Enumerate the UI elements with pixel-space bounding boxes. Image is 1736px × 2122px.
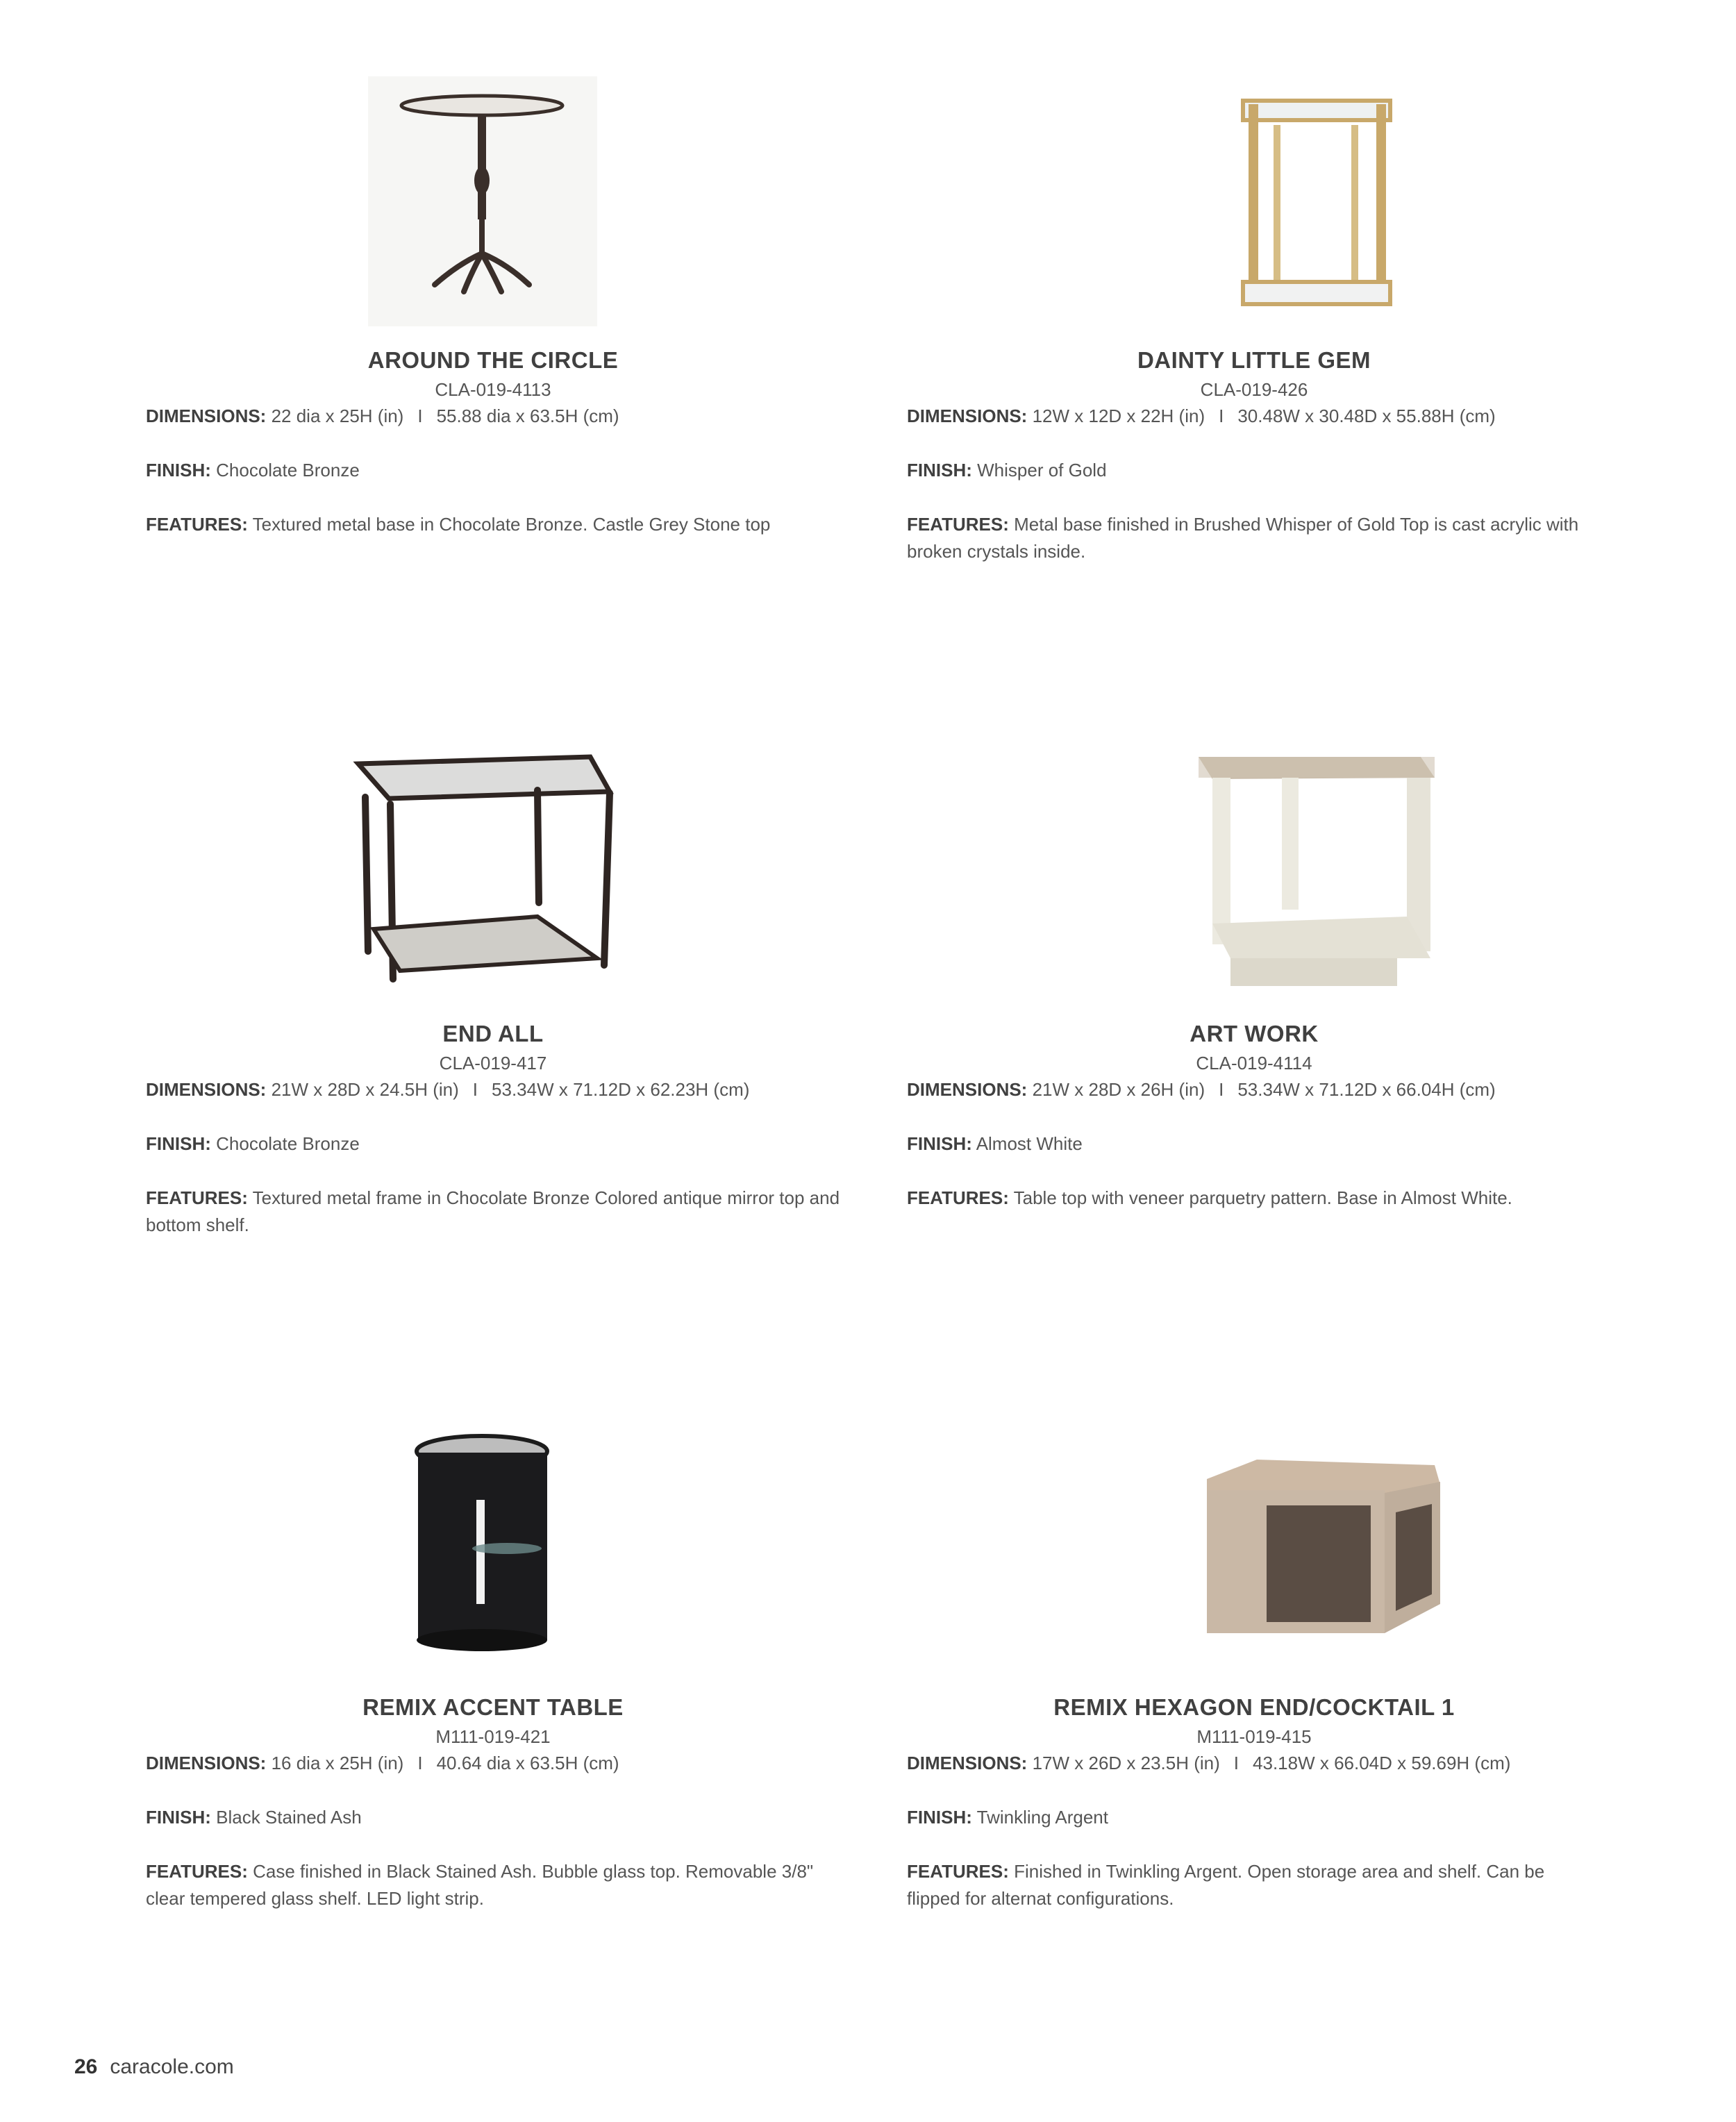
product-card-dainty-little-gem (907, 76, 1601, 653)
dimensions-cm: 55.88 dia x 63.5H (cm) (436, 406, 619, 426)
finish-label: FINISH: (907, 1133, 972, 1154)
dimensions-separator: I (1233, 1753, 1240, 1773)
product-image-dainty-little-gem (990, 76, 1518, 326)
product-card-remix-accent-table (146, 1423, 840, 2000)
dimensions-in: 21W x 28D x 24.5H (in) (271, 1079, 459, 1100)
product-dimensions (907, 1750, 1601, 1777)
features-value: Textured metal frame in Chocolate Bronze Colored antique mirror top and bottom shelf. (146, 1187, 840, 1235)
product-name: REMIX ACCENT TABLE (362, 1694, 624, 1720)
product-card-around-the-circle (146, 76, 840, 653)
product-name: AROUND THE CIRCLE (367, 347, 619, 373)
dimensions-in: 21W x 28D x 26H (in) (1032, 1079, 1205, 1100)
finish-value: Twinkling Argent (976, 1807, 1108, 1828)
product-features (146, 511, 840, 538)
product-image-remix-hexagon (990, 1423, 1518, 1673)
dimensions-label: DIMENSIONS: (146, 1753, 267, 1773)
product-dimensions (146, 1076, 840, 1103)
dimensions-label: DIMENSIONS: (907, 1753, 1028, 1773)
product-finish (146, 1130, 840, 1158)
finish-label: FINISH: (907, 460, 972, 481)
dimensions-cm: 30.48W x 30.48D x 55.88H (cm) (1237, 406, 1496, 426)
finish-value: Whisper of Gold (977, 460, 1107, 481)
product-name: END ALL (442, 1021, 544, 1046)
product-name: DAINTY LITTLE GEM (1137, 347, 1371, 373)
product-image-remix-accent-table (229, 1423, 757, 1673)
product-card-end-all (146, 750, 840, 1326)
product-name: ART WORK (1190, 1021, 1319, 1046)
finish-value: Chocolate Bronze (216, 460, 360, 481)
features-value: Table top with veneer parquetry pattern. Base in Almost White. (1013, 1187, 1512, 1208)
finish-value: Chocolate Bronze (216, 1133, 360, 1154)
finish-label: FINISH: (146, 1807, 211, 1828)
product-card-remix-hexagon (907, 1423, 1601, 2000)
product-finish (146, 457, 840, 484)
dimensions-in: 12W x 12D x 22H (in) (1032, 406, 1205, 426)
dimensions-separator: I (1219, 406, 1224, 426)
product-features (907, 511, 1601, 565)
features-label: FEATURES: (146, 514, 248, 535)
product-finish (146, 1804, 840, 1831)
dimensions-separator: I (417, 406, 423, 426)
finish-value: Almost White (976, 1133, 1083, 1154)
features-value: Textured metal base in Chocolate Bronze. Castle Grey Stone top (252, 514, 771, 535)
product-image-around-the-circle (229, 76, 757, 326)
product-finish (907, 457, 1601, 484)
product-dimensions (907, 403, 1601, 430)
features-value: Finished in Twinkling Argent. Open storage area and shelf. Can be flipped for alternat configurations. (907, 1861, 1545, 1909)
product-sku: M111-019-415 (1196, 1726, 1312, 1747)
dimensions-label: DIMENSIONS: (907, 1079, 1028, 1100)
product-finish (907, 1804, 1601, 1831)
dimensions-label: DIMENSIONS: (907, 406, 1028, 426)
features-label: FEATURES: (907, 1861, 1009, 1882)
product-finish (907, 1130, 1601, 1158)
dimensions-cm: 53.34W x 71.12D x 66.04H (cm) (1237, 1079, 1496, 1100)
features-label: FEATURES: (907, 1187, 1009, 1208)
finish-label: FINISH: (146, 460, 211, 481)
dimensions-cm: 43.18W x 66.04D x 59.69H (cm) (1253, 1753, 1511, 1773)
product-dimensions (146, 403, 840, 430)
dimensions-separator: I (472, 1079, 478, 1100)
finish-label: FINISH: (146, 1133, 211, 1154)
dimensions-in: 17W x 26D x 23.5H (in) (1032, 1753, 1220, 1773)
features-label: FEATURES: (146, 1861, 248, 1882)
product-features (146, 1185, 840, 1239)
dimensions-in: 16 dia x 25H (in) (271, 1753, 404, 1773)
dimensions-separator: I (417, 1753, 423, 1773)
product-image-end-all (229, 750, 757, 1000)
dimensions-label: DIMENSIONS: (146, 1079, 267, 1100)
page-footer (74, 2055, 234, 2079)
page-number: 26 (74, 2055, 98, 2078)
product-dimensions (907, 1076, 1601, 1103)
product-card-art-work (907, 750, 1601, 1326)
dimensions-cm: 40.64 dia x 63.5H (cm) (436, 1753, 619, 1773)
features-label: FEATURES: (907, 514, 1009, 535)
product-name: REMIX HEXAGON END/COCKTAIL 1 (1053, 1694, 1455, 1720)
dimensions-cm: 53.34W x 71.12D x 62.23H (cm) (492, 1079, 750, 1100)
finish-label: FINISH: (907, 1807, 972, 1828)
features-value: Metal base finished in Brushed Whisper of Gold Top is cast acrylic with broken crystals inside. (907, 514, 1579, 562)
product-features (907, 1858, 1601, 1912)
features-label: FEATURES: (146, 1187, 248, 1208)
product-sku: M111-019-421 (435, 1726, 551, 1747)
finish-value: Black Stained Ash (216, 1807, 362, 1828)
features-value: Case finished in Black Stained Ash. Bubble glass top. Removable 3/8" clear tempered glass shelf. LED light strip. (146, 1861, 814, 1909)
site-link[interactable]: caracole.com (110, 2055, 234, 2078)
product-image-art-work (990, 750, 1518, 1000)
dimensions-label: DIMENSIONS: (146, 406, 267, 426)
product-dimensions (146, 1750, 840, 1777)
product-sku: CLA-019-417 (439, 1053, 547, 1073)
dimensions-separator: I (1219, 1079, 1224, 1100)
product-sku: CLA-019-4114 (1196, 1053, 1312, 1073)
product-features (907, 1185, 1601, 1212)
product-features (146, 1858, 840, 1912)
dimensions-in: 22 dia x 25H (in) (271, 406, 404, 426)
product-sku: CLA-019-4113 (435, 379, 551, 400)
product-sku: CLA-019-426 (1200, 379, 1308, 400)
